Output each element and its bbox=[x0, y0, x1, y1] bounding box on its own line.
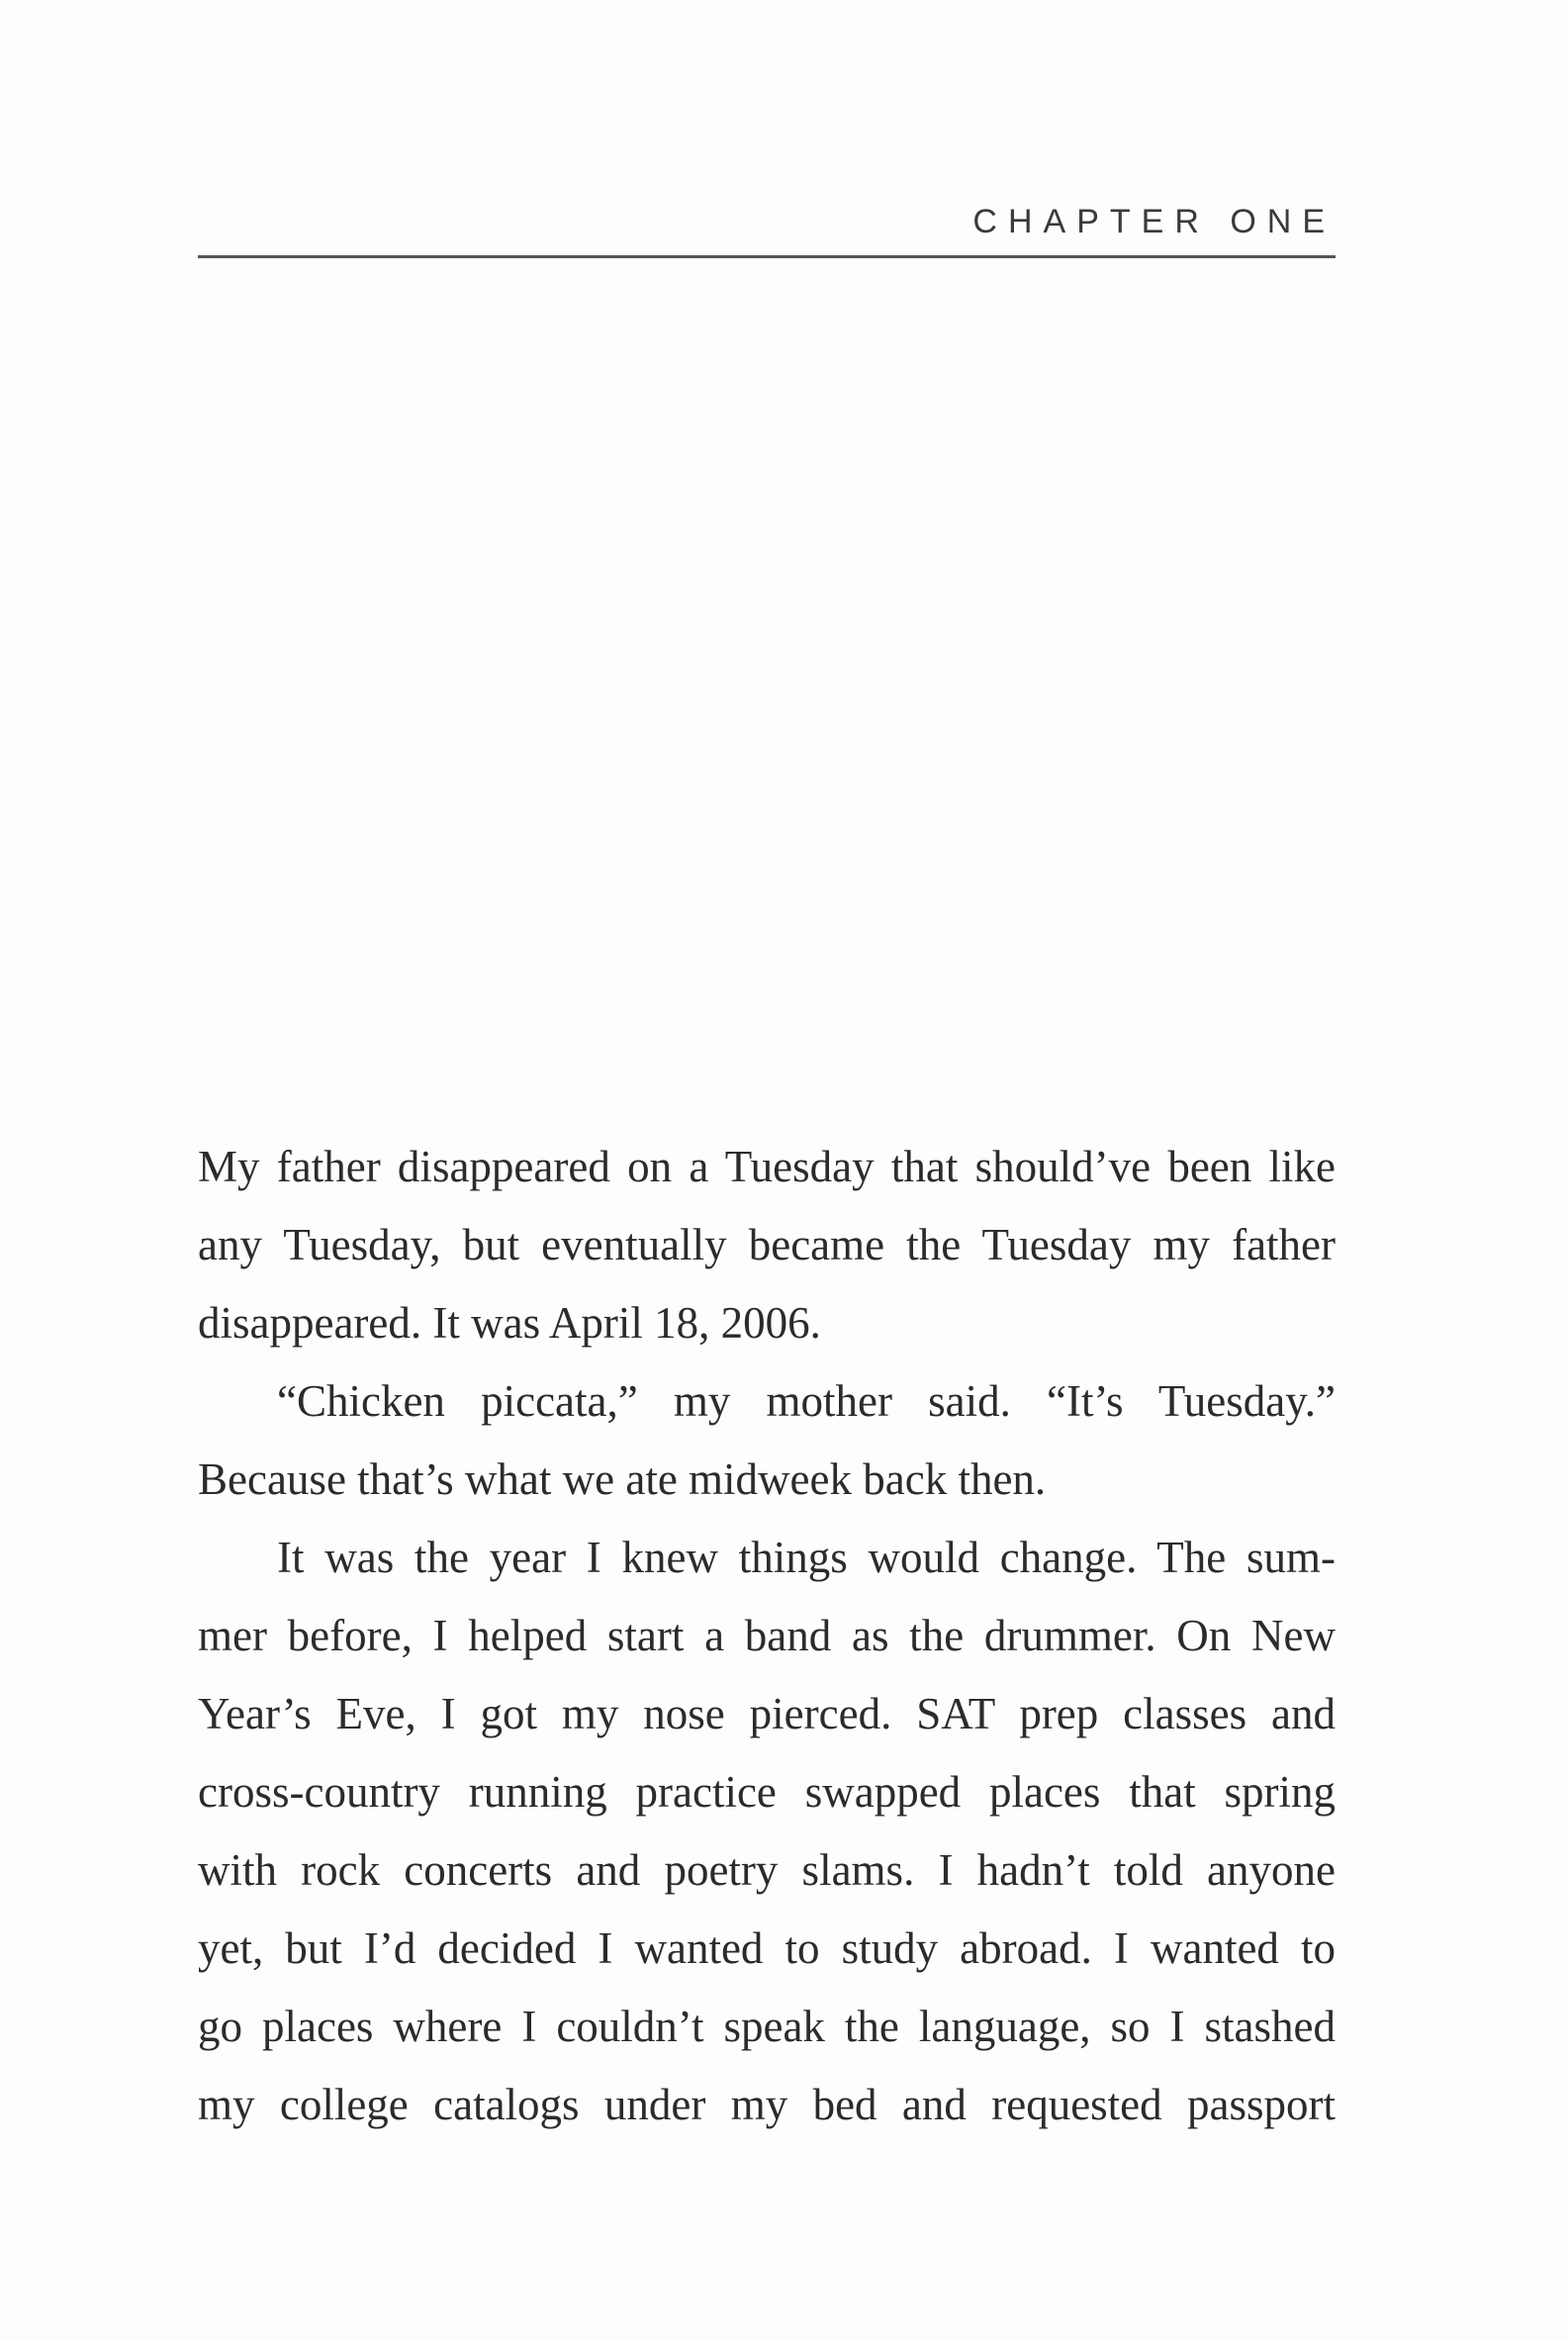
text-line: with rock concerts and poetry slams. I hadn’t told anyone bbox=[198, 1845, 1336, 1895]
text-line: any Tuesday, but eventually became the Tuesday my father bbox=[198, 1220, 1336, 1269]
chapter-heading: CHAPTER ONE bbox=[972, 203, 1336, 240]
text-line: mer before, I helped start a band as the drummer. On New bbox=[198, 1611, 1336, 1660]
text-line: Year’s Eve, I got my nose pierced. SAT prep classes and bbox=[198, 1689, 1336, 1738]
text-line: It was the year I knew things would change. The sum- bbox=[277, 1533, 1336, 1582]
chapter-rule bbox=[198, 255, 1336, 258]
text-line: yet, but I’d decided I wanted to study abroad. I wanted to bbox=[198, 1923, 1336, 1973]
text-line: Because that’s what we ate midweek back then. bbox=[198, 1454, 1047, 1504]
text-line: my college catalogs under my bed and requested passport bbox=[198, 2080, 1336, 2129]
text-line: “Chicken piccata,” my mother said. “It’s Tuesday.” bbox=[277, 1376, 1336, 1426]
text-line: My father disappeared on a Tuesday that should’ve been like bbox=[198, 1142, 1336, 1191]
text-line: disappeared. It was April 18, 2006. bbox=[198, 1298, 821, 1348]
text-line: go places where I couldn’t speak the language, so I stashed bbox=[198, 2002, 1336, 2051]
body-text bbox=[198, 1128, 1336, 2144]
text-line: cross-country running practice swapped places that spring bbox=[198, 1767, 1336, 1817]
